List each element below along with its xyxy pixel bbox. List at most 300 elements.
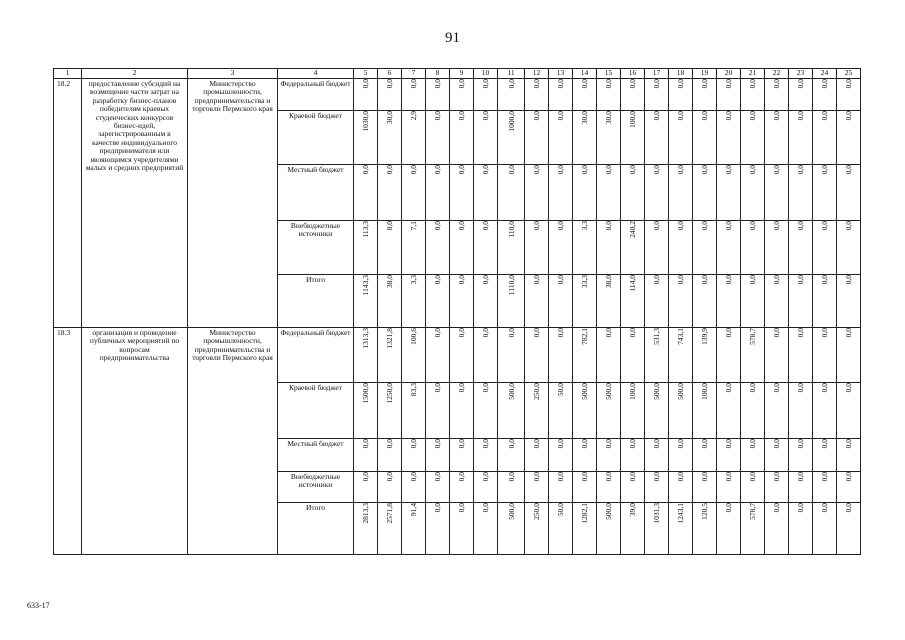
value-cell xyxy=(450,472,474,503)
value-cell xyxy=(741,472,765,503)
value-text: 0,0 xyxy=(481,79,490,89)
value-text: 2571,8 xyxy=(385,503,394,524)
value-text: 113,3 xyxy=(361,221,370,238)
column-number-header: 19 xyxy=(693,69,717,79)
value-text: 0,0 xyxy=(796,111,805,121)
value-cell xyxy=(378,503,402,555)
value-text: 0,0 xyxy=(481,383,490,393)
value-cell xyxy=(741,79,765,111)
value-text: 0,0 xyxy=(604,328,613,338)
value-text: 0,0 xyxy=(820,79,829,89)
value-cell xyxy=(402,472,426,503)
value-text: 0,0 xyxy=(481,439,490,449)
value-text: 0,0 xyxy=(844,439,853,449)
value-cell xyxy=(813,383,837,439)
value-text: 0,0 xyxy=(361,165,370,175)
value-text: 0,0 xyxy=(844,503,853,513)
value-cell xyxy=(693,165,717,221)
column-number-header: 11 xyxy=(498,69,525,79)
value-cell xyxy=(597,383,621,439)
value-text: 0,0 xyxy=(700,472,709,482)
value-text: 0,0 xyxy=(844,328,853,338)
value-cell xyxy=(450,79,474,111)
funding-source: Итого xyxy=(278,503,354,555)
column-number-header: 23 xyxy=(789,69,813,79)
funding-source: Федеральный бюджет xyxy=(278,79,354,111)
value-cell xyxy=(378,275,402,328)
value-text: 0,0 xyxy=(580,472,589,482)
value-text: 0,0 xyxy=(580,79,589,89)
value-text: 500,0 xyxy=(506,383,516,400)
value-text: 0,0 xyxy=(532,165,541,175)
value-text: 0,0 xyxy=(481,165,490,175)
value-cell xyxy=(837,111,861,165)
value-cell xyxy=(645,165,669,221)
value-cell xyxy=(354,503,378,555)
value-cell xyxy=(402,503,426,555)
value-text: 0,0 xyxy=(433,503,442,513)
value-text: 1313,3 xyxy=(361,328,370,349)
value-cell xyxy=(789,439,813,472)
value-text: 38,0 xyxy=(385,275,394,289)
value-cell xyxy=(525,165,549,221)
value-text: 500,0 xyxy=(604,503,613,520)
value-text: 0,0 xyxy=(580,165,589,175)
value-text: 0,0 xyxy=(361,79,370,89)
value-text: 0,0 xyxy=(628,165,637,175)
value-text: 0,0 xyxy=(652,439,661,449)
value-cell xyxy=(378,111,402,165)
value-text: 50,0 xyxy=(556,383,565,397)
value-text: 0,0 xyxy=(748,221,757,231)
value-text: 0,0 xyxy=(748,383,757,393)
value-cell xyxy=(549,472,573,503)
value-text: 38,0 xyxy=(604,275,613,289)
value-text: 100,0 xyxy=(628,383,637,400)
value-cell xyxy=(837,165,861,221)
value-cell xyxy=(693,439,717,472)
value-cell xyxy=(597,472,621,503)
value-text: 500,0 xyxy=(580,383,589,400)
value-cell xyxy=(426,221,450,275)
value-text: 0,0 xyxy=(506,79,516,89)
value-cell xyxy=(474,275,498,328)
value-text: 0,0 xyxy=(724,328,733,338)
value-text: 1282,1 xyxy=(580,503,589,524)
value-text: 0,0 xyxy=(676,165,685,175)
value-cell xyxy=(789,383,813,439)
value-text: 0,0 xyxy=(556,165,565,175)
value-text: 0,0 xyxy=(361,439,370,449)
value-text: 0,0 xyxy=(652,111,661,121)
value-cell xyxy=(693,79,717,111)
value-text: 578,7 xyxy=(748,503,757,520)
value-text: 0,0 xyxy=(457,472,466,482)
value-cell xyxy=(741,165,765,221)
value-cell xyxy=(597,165,621,221)
value-text: 0,0 xyxy=(409,439,418,449)
value-cell xyxy=(573,275,597,328)
value-text: 0,0 xyxy=(433,439,442,449)
value-text: 0,0 xyxy=(457,503,466,513)
value-cell xyxy=(717,472,741,503)
value-cell xyxy=(549,165,573,221)
value-cell xyxy=(378,79,402,111)
value-cell xyxy=(498,221,525,275)
value-text: 91,4 xyxy=(409,503,418,517)
value-cell xyxy=(426,79,450,111)
funding-source: Местный бюджет xyxy=(278,439,354,472)
value-text: 120,5 xyxy=(700,503,709,520)
value-text: 0,0 xyxy=(820,328,829,338)
value-cell xyxy=(573,328,597,383)
value-cell xyxy=(789,328,813,383)
value-text: 0,0 xyxy=(772,328,781,338)
value-cell xyxy=(741,439,765,472)
value-text: 0,0 xyxy=(844,165,853,175)
value-cell xyxy=(549,275,573,328)
value-text: 3,3 xyxy=(409,275,418,285)
value-text: 50,0 xyxy=(556,503,565,517)
value-text: 0,0 xyxy=(652,165,661,175)
value-cell xyxy=(693,328,717,383)
value-text: 0,0 xyxy=(556,439,565,449)
value-cell xyxy=(402,79,426,111)
value-text: 500,0 xyxy=(652,383,661,400)
value-cell xyxy=(837,383,861,439)
value-cell xyxy=(837,79,861,111)
value-text: 250,0 xyxy=(532,383,541,400)
value-cell xyxy=(378,472,402,503)
value-cell xyxy=(645,439,669,472)
table-row xyxy=(54,79,861,111)
value-cell xyxy=(450,439,474,472)
value-cell xyxy=(669,472,693,503)
value-cell xyxy=(573,111,597,165)
value-cell xyxy=(645,221,669,275)
value-text: 8,0 xyxy=(604,221,613,231)
column-number-header: 12 xyxy=(525,69,549,79)
value-text: 0,0 xyxy=(628,472,637,482)
value-cell xyxy=(717,383,741,439)
value-cell xyxy=(354,439,378,472)
column-number-header: 2 xyxy=(82,69,188,79)
value-cell xyxy=(597,221,621,275)
value-cell xyxy=(426,383,450,439)
value-text: 0,0 xyxy=(652,221,661,231)
value-cell xyxy=(525,439,549,472)
value-cell xyxy=(474,472,498,503)
value-text: 30,0 xyxy=(580,111,589,125)
value-text: 114,0 xyxy=(628,275,637,292)
value-cell xyxy=(402,439,426,472)
value-text: 0,0 xyxy=(724,79,733,89)
value-text: 1031,3 xyxy=(652,503,661,524)
value-text: 0,0 xyxy=(772,439,781,449)
column-number-header: 6 xyxy=(378,69,402,79)
funding-source: Местный бюджет xyxy=(278,165,354,221)
value-text: 0,0 xyxy=(556,275,565,285)
value-text: 0,0 xyxy=(506,472,516,482)
value-cell xyxy=(693,472,717,503)
value-cell xyxy=(525,275,549,328)
value-cell xyxy=(693,503,717,555)
value-text: 0,0 xyxy=(628,79,637,89)
value-cell xyxy=(837,503,861,555)
value-cell xyxy=(402,383,426,439)
column-number-header: 1 xyxy=(54,69,82,79)
value-text: 0,0 xyxy=(409,472,418,482)
value-cell xyxy=(354,111,378,165)
value-text: 0,0 xyxy=(724,221,733,231)
value-text: 0,0 xyxy=(724,439,733,449)
value-cell xyxy=(645,383,669,439)
item-description: организация и проведение публичных мероприятий по вопросам предпринимательства xyxy=(82,328,188,555)
value-text: 0,0 xyxy=(844,472,853,482)
funding-source: Краевой бюджет xyxy=(278,383,354,439)
value-cell xyxy=(789,79,813,111)
value-text: 782,1 xyxy=(580,328,589,345)
value-cell xyxy=(741,275,765,328)
value-text: 0,0 xyxy=(796,383,805,393)
value-text: 0,0 xyxy=(556,79,565,89)
value-text: 0,0 xyxy=(532,79,541,89)
value-text: 0,0 xyxy=(796,275,805,285)
value-cell xyxy=(597,503,621,555)
value-text: 0,0 xyxy=(433,221,442,231)
value-cell xyxy=(717,221,741,275)
column-number-header: 24 xyxy=(813,69,837,79)
value-text: 33,3 xyxy=(580,275,589,289)
value-cell xyxy=(741,328,765,383)
budget-table xyxy=(53,68,861,555)
value-text: 500,0 xyxy=(604,383,613,400)
value-cell xyxy=(669,439,693,472)
value-text: 0,0 xyxy=(748,111,757,121)
value-cell xyxy=(621,221,645,275)
value-text: 0,0 xyxy=(385,439,394,449)
value-text: 500,0 xyxy=(506,503,516,520)
value-cell xyxy=(498,383,525,439)
value-text: 0,0 xyxy=(844,111,853,121)
value-text: 1000,0 xyxy=(506,111,516,132)
value-text: 0,0 xyxy=(676,79,685,89)
value-cell xyxy=(813,79,837,111)
funding-source: Внебюджетные источники xyxy=(278,472,354,503)
value-cell xyxy=(549,383,573,439)
value-text: 0,0 xyxy=(556,221,565,231)
value-cell xyxy=(549,328,573,383)
footer-code: 633-17 xyxy=(27,601,50,610)
value-text: 0,0 xyxy=(796,79,805,89)
value-cell xyxy=(621,439,645,472)
value-text: 0,0 xyxy=(556,111,565,121)
value-text: 3,3 xyxy=(580,221,589,231)
value-cell xyxy=(498,439,525,472)
value-text: 0,0 xyxy=(433,328,442,338)
value-text: 0,0 xyxy=(772,111,781,121)
value-cell xyxy=(525,79,549,111)
value-cell xyxy=(378,165,402,221)
value-text: 0,0 xyxy=(532,472,541,482)
column-number-header: 10 xyxy=(474,69,498,79)
value-text: 0,0 xyxy=(796,503,805,513)
value-cell xyxy=(789,472,813,503)
value-cell xyxy=(402,111,426,165)
value-cell xyxy=(474,439,498,472)
value-text: 0,0 xyxy=(772,79,781,89)
value-text: 30,0 xyxy=(385,111,394,125)
value-cell xyxy=(573,503,597,555)
value-cell xyxy=(525,328,549,383)
value-cell xyxy=(597,439,621,472)
value-text: 0,0 xyxy=(676,221,685,231)
value-text: 0,0 xyxy=(457,111,466,121)
value-text: 0,0 xyxy=(604,472,613,482)
value-cell xyxy=(573,472,597,503)
value-text: 0,0 xyxy=(457,328,466,338)
value-cell xyxy=(378,383,402,439)
value-cell xyxy=(525,111,549,165)
value-text: 0,0 xyxy=(457,275,466,285)
value-cell xyxy=(498,165,525,221)
value-text: 0,0 xyxy=(652,275,661,285)
column-number-header: 22 xyxy=(765,69,789,79)
value-text: 0,0 xyxy=(676,111,685,121)
value-text: 0,0 xyxy=(385,472,394,482)
value-cell xyxy=(693,383,717,439)
value-cell xyxy=(498,275,525,328)
value-cell xyxy=(402,328,426,383)
value-cell xyxy=(765,275,789,328)
value-cell xyxy=(549,111,573,165)
value-text: 0,0 xyxy=(506,328,516,338)
column-number-header: 20 xyxy=(717,69,741,79)
value-cell xyxy=(645,79,669,111)
value-text: 0,0 xyxy=(628,328,637,338)
value-cell xyxy=(837,439,861,472)
value-text: 0,0 xyxy=(772,472,781,482)
value-text: 0,0 xyxy=(820,165,829,175)
value-cell xyxy=(498,328,525,383)
value-cell xyxy=(813,472,837,503)
value-text: 0,0 xyxy=(844,221,853,231)
value-text: 30,0 xyxy=(604,111,613,125)
value-cell xyxy=(573,383,597,439)
value-cell xyxy=(597,79,621,111)
value-cell xyxy=(525,503,549,555)
value-text: 0,0 xyxy=(748,439,757,449)
value-cell xyxy=(474,328,498,383)
value-cell xyxy=(474,503,498,555)
value-text: 100,6 xyxy=(409,328,418,345)
value-text: 0,0 xyxy=(409,165,418,175)
value-cell xyxy=(741,503,765,555)
value-text: 0,0 xyxy=(748,165,757,175)
value-cell xyxy=(669,328,693,383)
value-cell xyxy=(450,275,474,328)
value-text: 100,0 xyxy=(628,111,637,128)
value-text: 0,0 xyxy=(724,165,733,175)
value-text: 0,0 xyxy=(724,472,733,482)
value-cell xyxy=(813,328,837,383)
value-cell xyxy=(621,328,645,383)
value-text: 0,0 xyxy=(532,328,541,338)
funding-source: Федеральный бюджет xyxy=(278,328,354,383)
value-cell xyxy=(717,328,741,383)
column-number-header: 9 xyxy=(450,69,474,79)
value-cell xyxy=(741,221,765,275)
value-text: 1110,0 xyxy=(506,275,516,296)
value-text: 0,0 xyxy=(844,79,853,89)
value-cell xyxy=(402,275,426,328)
value-text: 0,0 xyxy=(820,472,829,482)
value-text: 0,0 xyxy=(748,79,757,89)
value-text: 0,0 xyxy=(652,79,661,89)
value-cell xyxy=(789,165,813,221)
value-cell xyxy=(669,383,693,439)
value-text: 1500,0 xyxy=(361,383,370,404)
value-cell xyxy=(474,111,498,165)
value-cell xyxy=(741,383,765,439)
value-cell xyxy=(378,221,402,275)
value-cell xyxy=(573,221,597,275)
value-cell xyxy=(621,503,645,555)
value-cell xyxy=(621,111,645,165)
value-text: 0,0 xyxy=(433,165,442,175)
value-text: 0,0 xyxy=(604,165,613,175)
value-cell xyxy=(474,221,498,275)
value-cell xyxy=(621,472,645,503)
value-text: 0,0 xyxy=(844,275,853,285)
value-cell xyxy=(765,221,789,275)
value-cell xyxy=(549,221,573,275)
column-number-header: 21 xyxy=(741,69,765,79)
value-cell xyxy=(402,165,426,221)
value-text: 0,0 xyxy=(433,275,442,285)
value-text: 0,0 xyxy=(532,439,541,449)
value-text: 0,0 xyxy=(724,383,733,393)
value-cell xyxy=(621,383,645,439)
value-cell xyxy=(837,472,861,503)
value-text: 0,0 xyxy=(481,503,490,513)
value-cell xyxy=(354,472,378,503)
value-cell xyxy=(813,439,837,472)
value-cell xyxy=(837,328,861,383)
value-cell xyxy=(426,328,450,383)
column-number-header: 16 xyxy=(621,69,645,79)
value-cell xyxy=(645,503,669,555)
value-text: 2813,3 xyxy=(361,503,370,524)
funding-source: Краевой бюджет xyxy=(278,111,354,165)
value-text: 240,2 xyxy=(628,221,637,238)
value-text: 0,0 xyxy=(385,79,394,89)
value-cell xyxy=(474,79,498,111)
value-cell xyxy=(549,503,573,555)
value-cell xyxy=(669,275,693,328)
value-text: 0,0 xyxy=(481,472,490,482)
value-cell xyxy=(498,79,525,111)
value-cell xyxy=(354,328,378,383)
value-cell xyxy=(474,165,498,221)
value-text: 0,0 xyxy=(700,111,709,121)
column-number-header: 15 xyxy=(597,69,621,79)
value-text: 0,0 xyxy=(796,328,805,338)
value-text: 0,0 xyxy=(506,439,516,449)
value-text: 0,0 xyxy=(772,503,781,513)
funding-source: Внебюджетные источники xyxy=(278,221,354,275)
value-cell xyxy=(717,79,741,111)
